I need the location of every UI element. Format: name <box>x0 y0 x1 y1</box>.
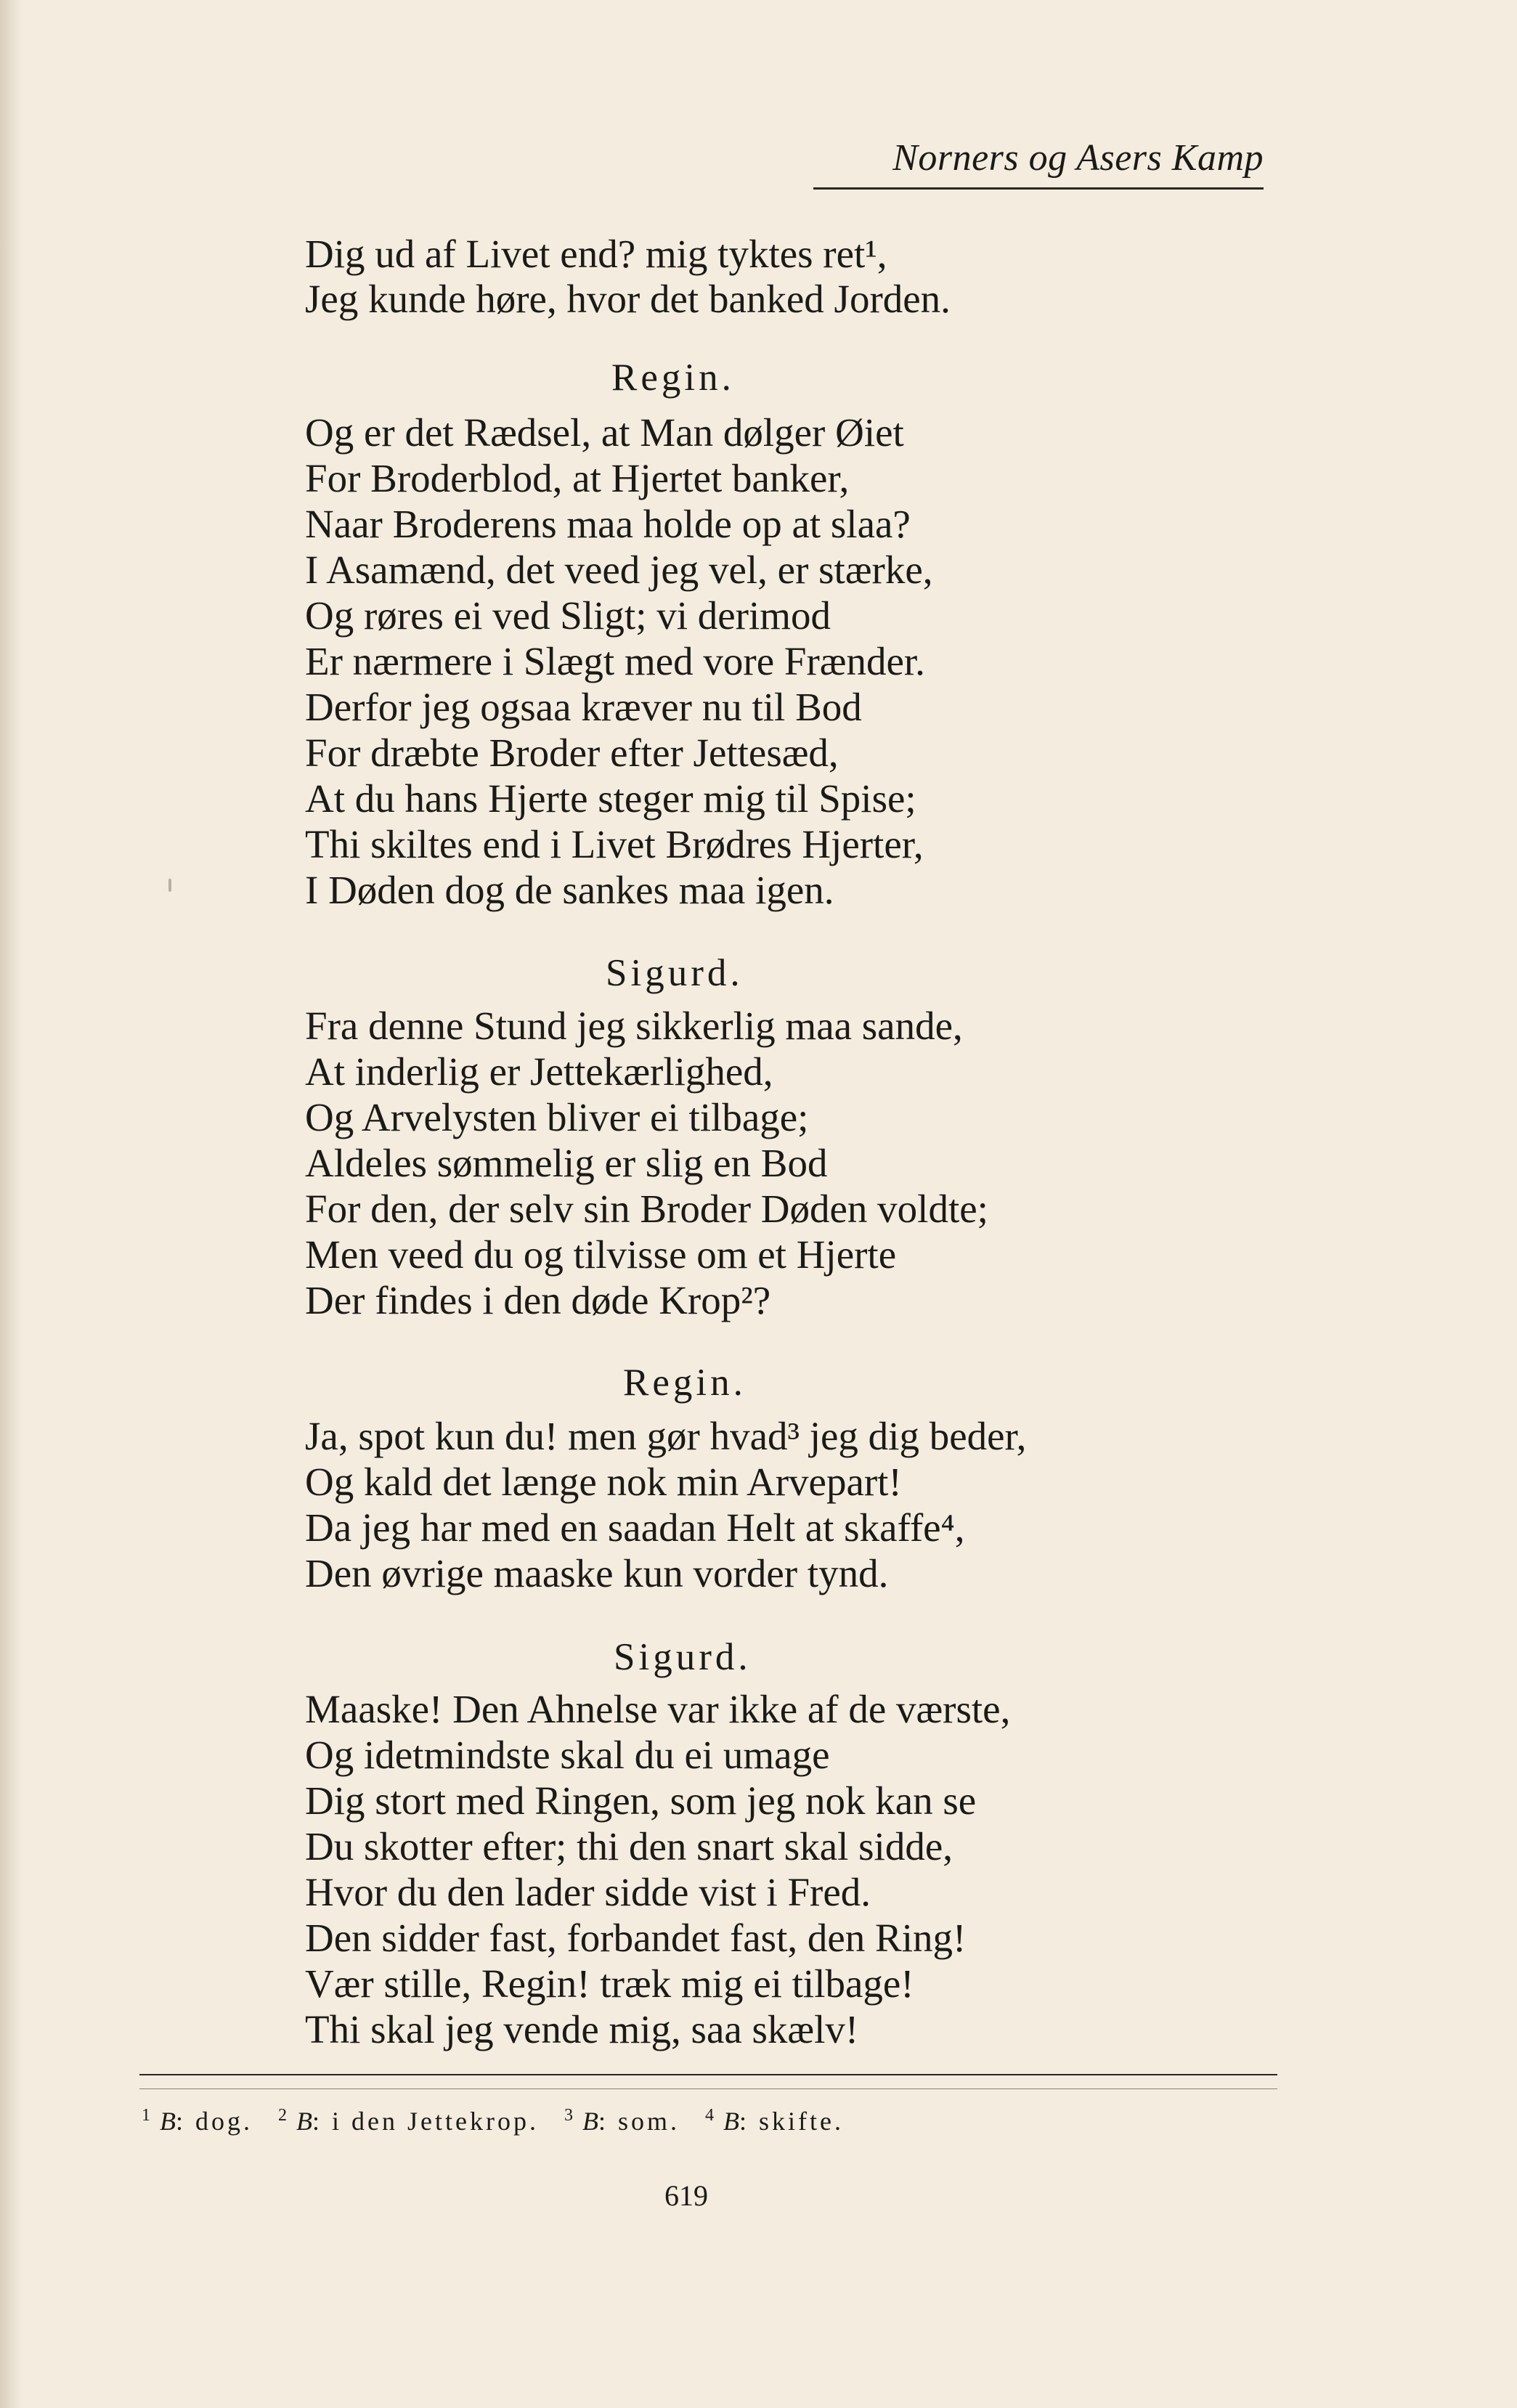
verse-line: Aldeles sømmelig er slig en Bod <box>305 1141 828 1185</box>
page-edge-shadow <box>0 0 22 2408</box>
verse-line: Den øvrige maaske kun vorder tynd. <box>305 1551 889 1595</box>
verse-line: Thi skiltes end i Livet Brødres Hjerter, <box>305 822 924 866</box>
paper-speck <box>168 879 171 892</box>
running-head: Norners og Asers Kamp <box>892 137 1264 179</box>
verse-line: Dig stort med Ringen, som jeg nok kan se <box>305 1778 977 1823</box>
verse-line: Thi skal jeg vende mig, saa skælv! <box>305 2007 859 2051</box>
verse-line: For den, der selv sin Broder Døden voldte; <box>305 1187 988 1231</box>
verse-line: Og Arvelysten bliver ei tilbage; <box>305 1095 809 1139</box>
verse-line: Maaske! Den Ahnelse var ikke af de værste, <box>305 1687 1011 1731</box>
page-number: 619 <box>664 2179 708 2212</box>
speaker-label: Sigurd. <box>606 952 744 994</box>
verse-line: Er nærmere i Slægt med vore Frænder. <box>305 639 925 683</box>
footnote-rule <box>139 2074 1277 2075</box>
verse-line: Naar Broderens maa holde op at slaa? <box>305 502 911 546</box>
speaker-label: Regin. <box>623 1362 747 1404</box>
speaker-label: Regin. <box>611 357 735 399</box>
verse-line: Og er det Rædsel, at Man dølger Øiet <box>305 410 904 455</box>
footnotes <box>142 2106 860 2136</box>
verse-line: Fra denne Stund jeg sikkerlig maa sande, <box>305 1004 963 1048</box>
verse-line: Da jeg har med en saadan Helt at skaffe⁴, <box>305 1505 965 1550</box>
verse-line: Men veed du og tilvisse om et Hjerte <box>305 1232 897 1277</box>
verse-line: At du hans Hjerte steger mig til Spise; <box>305 776 916 821</box>
verse-line: Dig ud af Livet end? mig tyktes ret¹, <box>305 232 887 276</box>
verse-line: For Broderblod, at Hjertet banker, <box>305 456 850 500</box>
footnote-3: $^3$ B: som. <box>564 2106 680 2136</box>
verse-line: Og idetmindste skal du ei umage <box>305 1733 830 1777</box>
verse-line: Ja, spot kun du! men gør hvad³ jeg dig beder, <box>305 1414 1027 1458</box>
running-head-rule <box>813 187 1264 190</box>
footnote-2: $^2$ B: i den Jettekrop. <box>278 2106 539 2136</box>
verse-line: I Døden dog de sankes maa igen. <box>305 868 834 912</box>
verse-line: At inderlig er Jettekærlighed, <box>305 1049 773 1094</box>
speaker-label: Sigurd. <box>614 1636 752 1678</box>
verse-line: Derfor jeg ogsaa kræver nu til Bod <box>305 685 862 729</box>
verse-line: Vær stille, Regin! træk mig ei tilbage! <box>305 1961 914 2006</box>
footnote-4: $^4$ B: skifte. <box>704 2106 844 2136</box>
verse-line: I Asamænd, det veed jeg vel, er stærke, <box>305 548 933 592</box>
footnote-1: $^1$ B: dog. <box>142 2106 253 2136</box>
verse-line: Hvor du den lader sidde vist i Fred. <box>305 1870 871 1914</box>
footnote-rule-thin <box>139 2088 1277 2089</box>
verse-line: Du skotter efter; thi den snart skal sidde, <box>305 1824 953 1868</box>
verse-line: Og røres ei ved Sligt; vi derimod <box>305 593 831 638</box>
verse-line: Jeg kunde høre, hvor det banked Jorden. <box>305 277 951 321</box>
verse-line: Den sidder fast, forbandet fast, den Ring! <box>305 1916 967 1960</box>
verse-line: Og kald det længe nok min Arvepart! <box>305 1460 902 1504</box>
verse-line: For dræbte Broder efter Jettesæd, <box>305 731 839 775</box>
verse-line: Der findes i den døde Krop²? <box>305 1278 771 1322</box>
